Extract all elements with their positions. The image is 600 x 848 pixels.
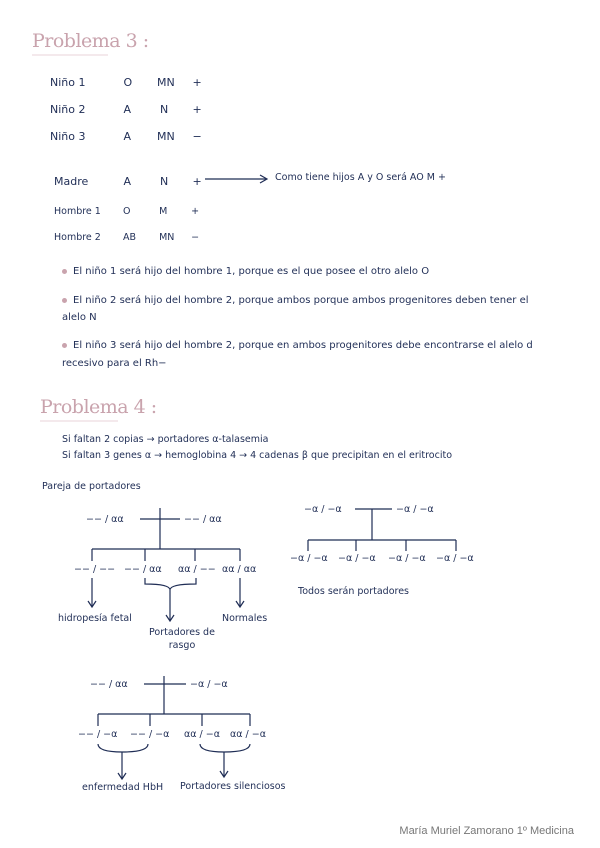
row-abo: AB bbox=[123, 232, 137, 243]
row-rh: + bbox=[192, 103, 202, 116]
cross2-parent-1: −α / −α bbox=[304, 504, 342, 515]
cross1-parent-1: −− / αα bbox=[86, 514, 124, 525]
cross3-child-4: αα / −α bbox=[230, 729, 266, 740]
row-mn: MN bbox=[159, 232, 175, 243]
cross1-outcome-3: Normales bbox=[222, 613, 268, 624]
problema-4-line-2: Si faltan 3 genes α → hemoglobina 4 → 4 cadenas β que precipitan en el eritrocito bbox=[62, 450, 453, 461]
row-rh: − bbox=[192, 130, 202, 143]
cross3-lines bbox=[98, 676, 250, 779]
row-name: Niño 3 bbox=[50, 130, 86, 143]
cross3-child-1: −− / −α bbox=[78, 729, 118, 740]
cross3-child-2: −− / −α bbox=[130, 729, 170, 740]
cross2-child-3: −α / −α bbox=[388, 553, 426, 564]
cross1-child-3: αα / −− bbox=[178, 564, 216, 575]
problema-4-title: Problema 4 : bbox=[40, 396, 157, 418]
row-abo: A bbox=[123, 175, 132, 188]
row-rh: + bbox=[191, 206, 200, 217]
problema-4-line-1: Si faltan 2 copias → portadores α-talasemia bbox=[62, 434, 269, 445]
cross1-parent-2: −− / αα bbox=[184, 514, 222, 525]
cross2-child-4: −α / −α bbox=[436, 553, 474, 564]
row-rh: + bbox=[192, 76, 202, 89]
cross2-child-1: −α / −α bbox=[290, 553, 328, 564]
row-name: Hombre 2 bbox=[54, 232, 101, 243]
cross2-note: Todos serán portadores bbox=[298, 586, 410, 597]
cross1-outcome-2: Portadores de rasgo bbox=[149, 627, 215, 651]
cross1-child-1: −− / −− bbox=[74, 564, 116, 575]
row-name: Hombre 1 bbox=[54, 206, 101, 217]
cross2-parent-2: −α / −α bbox=[396, 504, 434, 515]
cross2-lines bbox=[308, 509, 456, 551]
row-mn: N bbox=[160, 175, 169, 188]
row-mn: M bbox=[159, 206, 168, 217]
row-abo: A bbox=[123, 103, 132, 116]
row-rh: − bbox=[191, 232, 200, 243]
cross1-child-2: −− / αα bbox=[124, 564, 162, 575]
cross3-outcome-1: enfermedad HbH bbox=[82, 782, 164, 793]
cross1-outcome-1: hidropesía fetal bbox=[58, 613, 132, 624]
row-abo: O bbox=[123, 206, 131, 217]
cross3-parent-1: −− / αα bbox=[90, 679, 128, 690]
row-mn: N bbox=[160, 103, 169, 116]
row-name: Madre bbox=[54, 175, 89, 188]
cross2-child-2: −α / −α bbox=[338, 553, 376, 564]
row-name: Niño 1 bbox=[50, 76, 86, 89]
pareja-subtitle: Pareja de portadores bbox=[42, 481, 141, 492]
row-mn: MN bbox=[157, 76, 175, 89]
row-rh: + bbox=[192, 175, 202, 188]
row-mn: MN bbox=[157, 130, 175, 143]
cross1-child-4: αα / αα bbox=[222, 564, 257, 575]
row-abo: A bbox=[123, 130, 132, 143]
cross1-lines bbox=[88, 508, 244, 621]
row-abo: O bbox=[123, 76, 133, 89]
cross3-outcome-2: Portadores silenciosos bbox=[180, 781, 286, 792]
conclusion-text: El niño 2 será hijo del hombre 2, porque ambos porque ambos progenitores deben tener el alelo N bbox=[62, 295, 529, 323]
arrow-note: Como tiene hijos A y O será AO M + bbox=[275, 172, 446, 183]
cross3-child-3: αα / −α bbox=[184, 729, 220, 740]
footer-author: María Muriel Zamorano 1º Medicina bbox=[399, 825, 574, 837]
problema-3-title: Problema 3 : bbox=[32, 30, 149, 52]
row-name: Niño 2 bbox=[50, 103, 86, 116]
conclusion-text: El niño 3 será hijo del hombre 2, porque en ambos progenitores debe encontrarse el alelo d recesivo para el Rh− bbox=[62, 340, 533, 369]
cross3-parent-2: −α / −α bbox=[190, 679, 228, 690]
conclusion-text: El niño 1 será hijo del hombre 1, porque es el que posee el otro alelo O bbox=[73, 266, 430, 277]
